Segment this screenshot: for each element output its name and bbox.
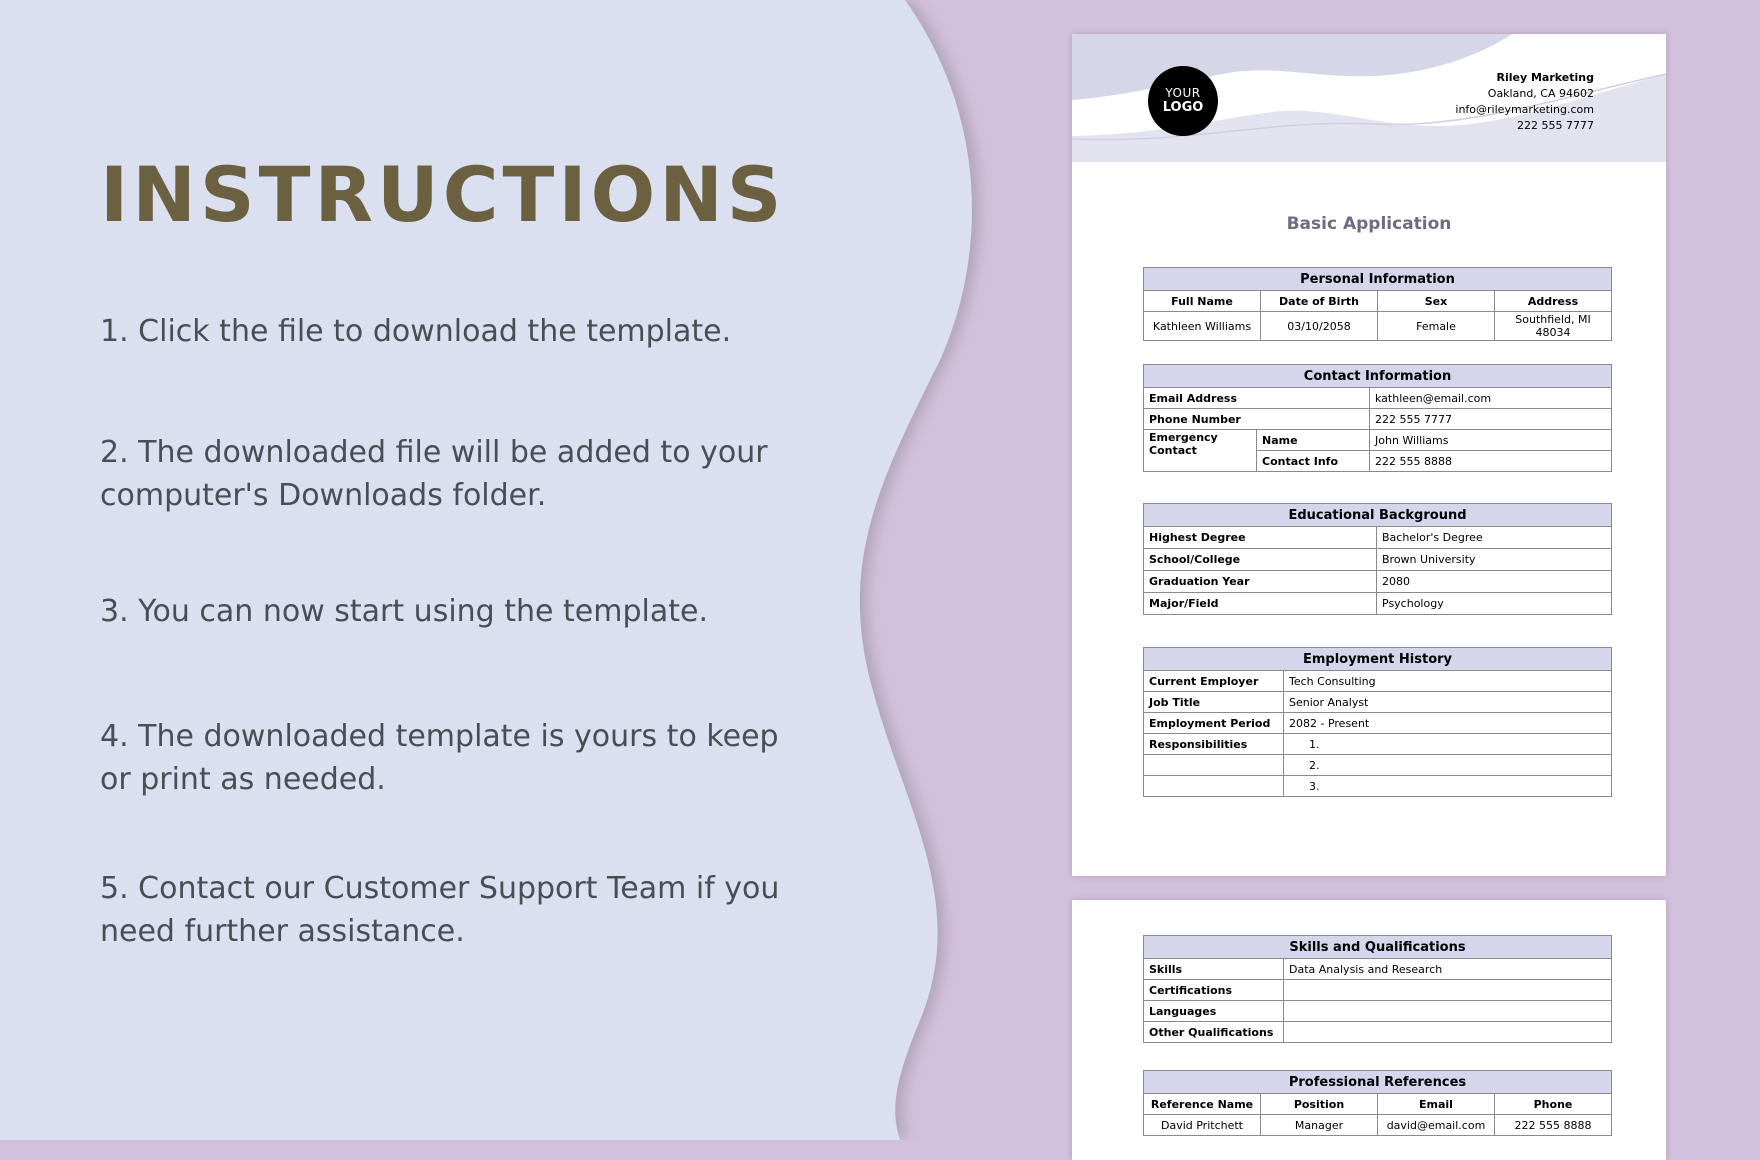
instructions-title: INSTRUCTIONS [100, 150, 786, 239]
employment-value: Senior Analyst [1284, 692, 1612, 713]
employment-value: 2082 - Present [1284, 713, 1612, 734]
education-value: Bachelor's Degree [1377, 527, 1612, 549]
emergency-info-label: Contact Info [1257, 451, 1370, 472]
company-name: Riley Marketing [1496, 71, 1594, 84]
responsibility-item: 1. [1284, 734, 1612, 755]
company-email: info@rileymarketing.com [1455, 103, 1594, 116]
col-phone: Phone [1495, 1094, 1612, 1115]
company-phone: 222 555 7777 [1517, 119, 1594, 132]
responsibility-item: 2. [1284, 755, 1612, 776]
address-value: Southfield, MI 48034 [1495, 312, 1612, 341]
education-heading: Educational Background [1144, 504, 1612, 527]
col-sex: Sex [1378, 291, 1495, 312]
step-5: 5. Contact our Customer Support Team if you need further assistance. [100, 871, 780, 949]
personal-info-table [1143, 267, 1612, 341]
personal-info-heading: Personal Information [1144, 268, 1612, 291]
step-2: 2. The downloaded file will be added to your computer's Downloads folder. [100, 435, 768, 513]
emergency-contact-label: Emergency Contact [1144, 430, 1257, 472]
phone-label: Phone Number [1144, 409, 1370, 430]
skills-label: Other Qualifications [1144, 1022, 1284, 1043]
references-heading: Professional References [1144, 1071, 1612, 1094]
instructions-steps [100, 310, 800, 953]
document-title: Basic Application [1286, 214, 1452, 234]
full-name-value: Kathleen Williams [1144, 312, 1261, 341]
education-value: 2080 [1377, 571, 1612, 593]
skills-table [1143, 935, 1612, 1043]
logo-text-logo: LOGO [1162, 100, 1204, 115]
col-address: Address [1495, 291, 1612, 312]
step-1: 1. Click the file to download the template. [100, 314, 732, 349]
col-email: Email [1378, 1094, 1495, 1115]
responsibilities-blank [1144, 755, 1284, 776]
responsibilities-blank [1144, 776, 1284, 797]
company-city: Oakland, CA 94602 [1487, 87, 1594, 100]
letterhead-band [1072, 34, 1666, 162]
reference-phone-value: 222 555 8888 [1495, 1115, 1612, 1136]
employment-label: Current Employer [1144, 671, 1284, 692]
col-dob: Date of Birth [1261, 291, 1378, 312]
education-label: Major/Field [1144, 593, 1377, 615]
references-table [1143, 1070, 1612, 1136]
skills-label: Certifications [1144, 980, 1284, 1001]
reference-name-value: David Pritchett [1144, 1115, 1261, 1136]
emergency-name-value: John Williams [1370, 430, 1612, 451]
skills-value [1284, 1022, 1612, 1043]
employment-table [1143, 647, 1612, 797]
email-label: Email Address [1144, 388, 1370, 409]
employment-heading: Employment History [1144, 648, 1612, 671]
skills-value [1284, 1001, 1612, 1022]
skills-value: Data Analysis and Research [1284, 959, 1612, 980]
emergency-name-label: Name [1257, 430, 1370, 451]
document-page-1 [1072, 34, 1666, 876]
education-label: Graduation Year [1144, 571, 1377, 593]
step-3: 3. You can now start using the template. [100, 594, 708, 629]
sex-value: Female [1378, 312, 1495, 341]
contact-info-heading: Contact Information [1144, 365, 1612, 388]
reference-position-value: Manager [1261, 1115, 1378, 1136]
logo-text-your: YOUR [1165, 86, 1201, 100]
skills-value [1284, 980, 1612, 1001]
skills-label: Languages [1144, 1001, 1284, 1022]
education-value: Brown University [1377, 549, 1612, 571]
contact-info-table [1143, 364, 1612, 472]
col-position: Position [1261, 1094, 1378, 1115]
instructions-panel [100, 150, 800, 953]
skills-label: Skills [1144, 959, 1284, 980]
company-logo [1148, 66, 1218, 136]
emergency-info-value: 222 555 8888 [1370, 451, 1612, 472]
email-value: kathleen@email.com [1370, 388, 1612, 409]
employment-label: Job Title [1144, 692, 1284, 713]
employment-label: Employment Period [1144, 713, 1284, 734]
dob-value: 03/10/2058 [1261, 312, 1378, 341]
responsibilities-label: Responsibilities [1144, 734, 1284, 755]
skills-heading: Skills and Qualifications [1144, 936, 1612, 959]
education-table [1143, 503, 1612, 615]
reference-email-value: david@email.com [1378, 1115, 1495, 1136]
document-page-2 [1072, 900, 1666, 1160]
responsibility-item: 3. [1284, 776, 1612, 797]
education-value: Psychology [1377, 593, 1612, 615]
col-reference-name: Reference Name [1144, 1094, 1261, 1115]
phone-value: 222 555 7777 [1370, 409, 1612, 430]
company-info [1455, 70, 1594, 134]
education-label: Highest Degree [1144, 527, 1377, 549]
col-full-name: Full Name [1144, 291, 1261, 312]
employment-value: Tech Consulting [1284, 671, 1612, 692]
education-label: School/College [1144, 549, 1377, 571]
step-4: 4. The downloaded template is yours to keep or print as needed. [100, 719, 779, 797]
